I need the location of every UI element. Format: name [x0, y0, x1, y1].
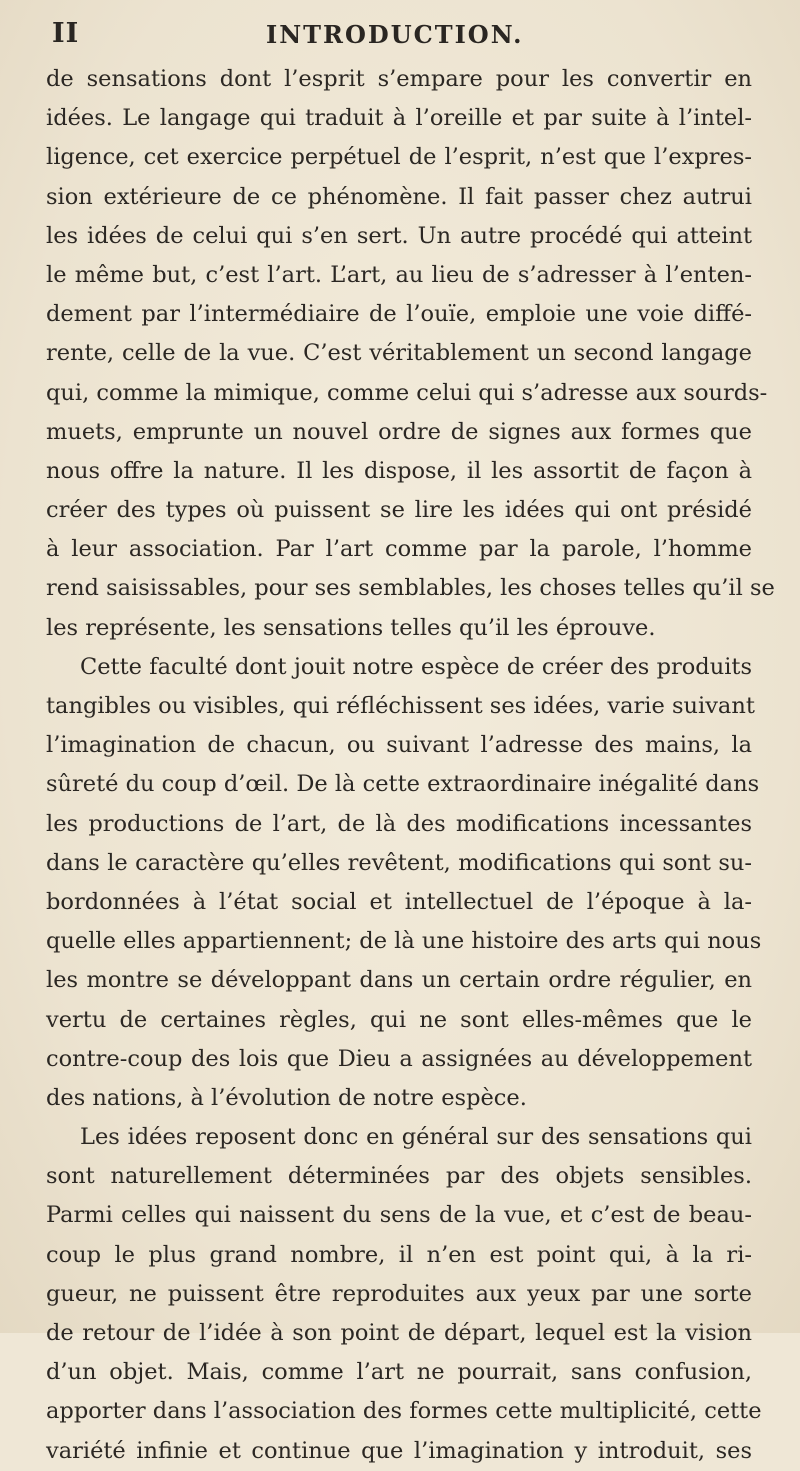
text-line: nous offre la nature. Il les dispose, il les assortit de façon à — [46, 457, 752, 484]
text-line: sont naturellement déterminées par des objets sensibles. — [46, 1163, 752, 1190]
text-line: bordonnées à l’état social et intellectuel de l’époque à la- — [46, 888, 752, 915]
paragraph — [46, 60, 775, 648]
text-line: à leur association. Par l’art comme par la parole, l’homme — [46, 536, 752, 563]
text-line: ligence, cet exercice perpétuel de l’esprit, n’est que l’expres- — [46, 144, 752, 171]
page-number: II — [52, 18, 80, 49]
text-line: contre-coup des lois que Dieu a assignées au développement — [46, 1045, 752, 1072]
running-title: INTRODUCTION. — [266, 20, 524, 49]
text-line: tangibles ou visibles, qui réfléchissent ses idées, varie suivant — [46, 693, 755, 719]
text-line: les productions de l’art, de là des modifications incessantes — [46, 810, 752, 837]
text-line: sûreté du coup d’œil. De là cette extraordinaire inégalité dans — [46, 771, 760, 798]
text-line: quelle elles appartiennent; de là une histoire des arts qui nous — [46, 928, 762, 955]
text-line: les représente, les sensations telles qu’il les éprouve. — [46, 614, 656, 641]
text-line: les montre se développant dans un certain ordre régulier, en — [46, 967, 752, 994]
page-header — [38, 18, 760, 58]
text-line: les idées de celui qui s’en sert. Un autre procédé qui atteint — [46, 222, 752, 249]
text-line: muets, emprunte un nouvel ordre de signes aux formes que — [46, 418, 752, 445]
text-line: créer des types où puissent se lire les idées qui ont présidé — [46, 497, 752, 524]
text-line: le même but, c’est l’art. L’art, au lieu de s’adresser à l’enten- — [46, 261, 752, 288]
text-line: rente, celle de la vue. C’est véritablement un second langage — [46, 340, 752, 367]
paragraph — [46, 648, 762, 1118]
text-line: idées. Le langage qui traduit à l’oreille et par suite à l’intel- — [46, 105, 752, 132]
text-line: qui, comme la mimique, comme celui qui s’adresse aux sourds- — [46, 379, 768, 406]
text-line: des nations, à l’évolution de notre espèce. — [46, 1084, 527, 1111]
text-line: sion extérieure de ce phénomène. Il fait passer chez autrui — [46, 183, 752, 210]
text-line: de retour de l’idée à son point de départ, lequel est la vision — [46, 1320, 752, 1346]
body-text — [46, 60, 775, 1471]
text-line: Les idées reposent donc en général sur des sensations qui — [80, 1124, 752, 1151]
text-line: rend saisissables, pour ses semblables, les choses telles qu’il se — [46, 575, 775, 602]
text-line: variété infinie et continue que l’imagination y introduit, ses — [46, 1437, 752, 1464]
text-line: apporter dans l’association des formes cette multiplicité, cette — [46, 1398, 762, 1425]
text-line: Parmi celles qui naissent du sens de la vue, et c’est de beau- — [46, 1202, 752, 1229]
text-line: de sensations dont l’esprit s’empare pour les convertir en — [46, 66, 752, 92]
text-line: d’un objet. Mais, comme l’art ne pourrait, sans confusion, — [46, 1359, 752, 1386]
text-line: coup le plus grand nombre, il n’en est point qui, à la ri- — [46, 1241, 752, 1268]
text-line: gueur, ne puissent être reproduites aux yeux par une sorte — [46, 1280, 752, 1307]
text-line: Cette faculté dont jouit notre espèce de créer des produits — [80, 653, 752, 680]
paragraph — [46, 1118, 762, 1471]
text-line: dement par l’intermédiaire de l’ouïe, emploie une voie diffé- — [46, 301, 752, 328]
text-line: vertu de certaines règles, qui ne sont elles-mêmes que le — [46, 1006, 752, 1033]
text-line: dans le caractère qu’elles revêtent, modifications qui sont su- — [46, 849, 752, 876]
text-line: l’imagination de chacun, ou suivant l’adresse des mains, la — [46, 732, 752, 759]
